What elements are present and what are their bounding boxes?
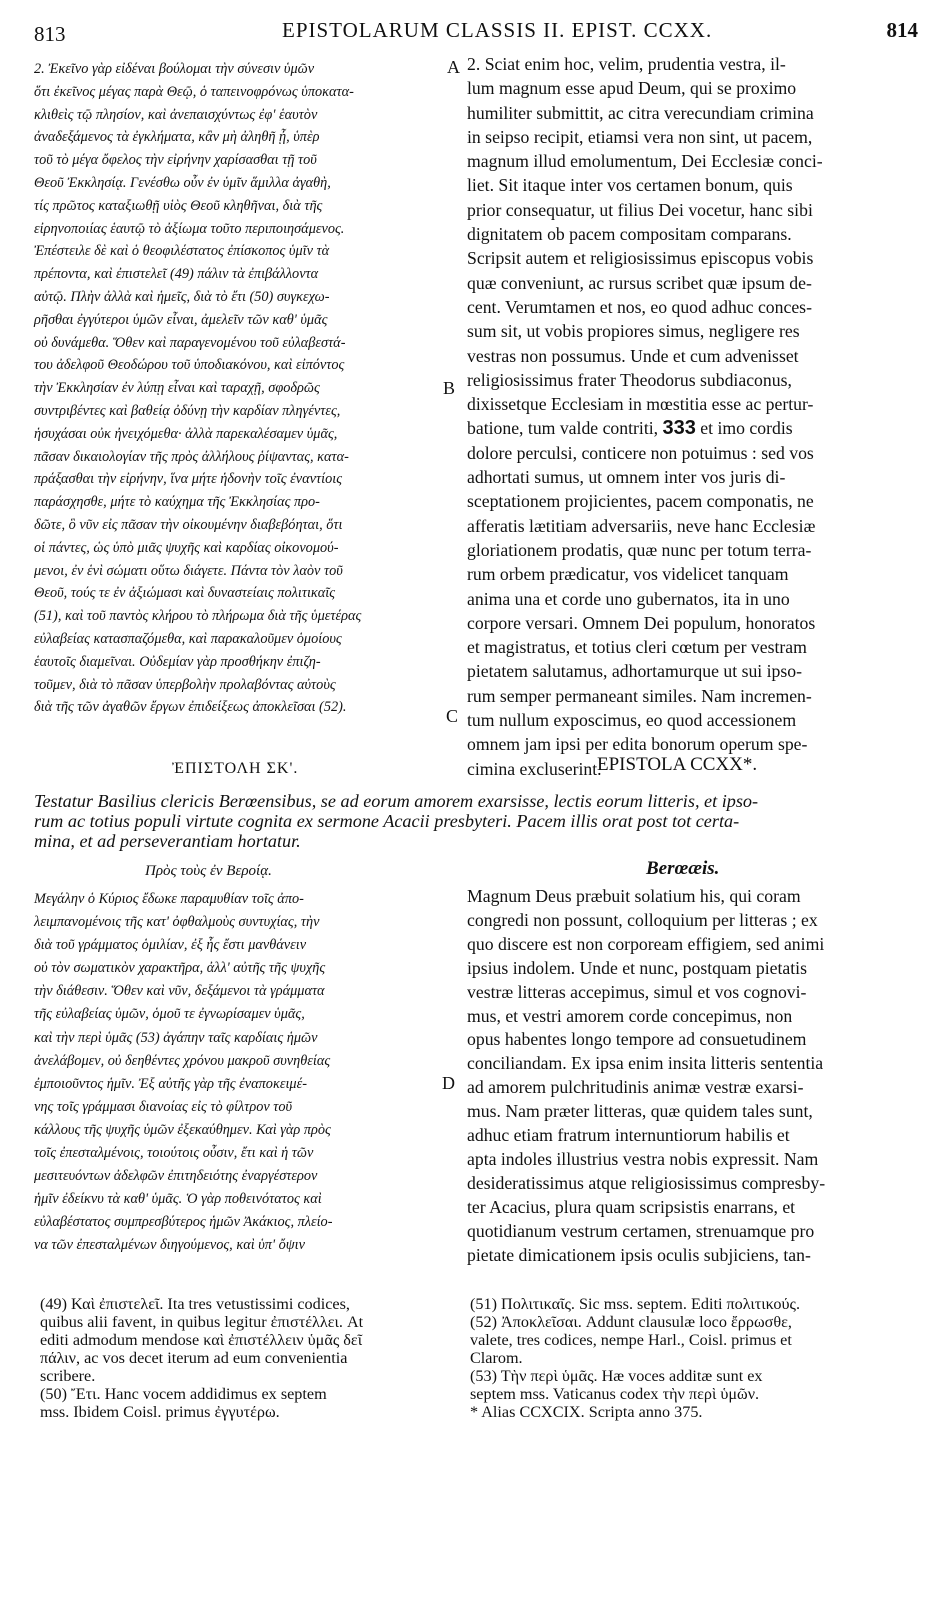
- greek-text-line: ἑαυτοῖς διαμεῖναι. Οὐδεμίαν γὰρ προσθήκην ἐπιζη-: [34, 653, 321, 670]
- footnote-line: Clarom.: [470, 1349, 523, 1367]
- latin-text-line: in seipso recipit, etiamsi vera non sint, ut pacem,: [467, 126, 813, 147]
- latin-text-line: 2. Sciat enim hoc, velim, prudentia vestra, il-: [467, 54, 786, 74]
- latin-text-line: desideratissimus atque religiosissimus compresby-: [467, 1172, 826, 1193]
- greek-text-line: ἡμῖν ἐδείκνυ τὰ καθ' ὑμᾶς. Ὁ γὰρ ποθεινότατος καὶ: [34, 1191, 322, 1208]
- footnote-line: editi admodum mendose καὶ ἐπιστέλλειν ὑμᾶς δεῖ: [40, 1331, 363, 1349]
- greek-epistle-title: ἘΠΙΣΤΟΛΗ ΣΚ'.: [172, 760, 299, 777]
- greek-text-line: Θεοῦ, τούς τε ἐν ἀξιώμασι καὶ δυναστείαις πολιτικαῖς: [34, 585, 336, 602]
- footnote-line: πάλιν, ac vos decet iterum ad eum convenientia: [40, 1349, 348, 1367]
- greek-text-line: Μεγάλην ὁ Κύριος ἔδωκε παραμυθίαν τοῖς ἀπο-: [34, 891, 304, 907]
- latin-text-line: vestras non possumus. Unde et cum advenisset: [467, 345, 799, 366]
- latin-text-line: liet. Sit itaque inter vos certamen bonum, quis: [467, 175, 793, 196]
- latin-text-line: quæ conveniunt, ac rursus scribet quæ ipsum de-: [467, 272, 812, 293]
- latin-text-line: magnum illud emolumentum, Dei Ecclesiæ conci-: [467, 151, 823, 172]
- greek-text-line: μεσιτευόντων ἀδελφῶν ἐπιτηδειότης ἐναργέστερον: [34, 1168, 318, 1185]
- latin-text-line: cent. Verumtamen et nos, eo quod adhuc conces-: [467, 296, 812, 317]
- page-number-left: 813: [34, 22, 66, 46]
- greek-text-line: δῶτε, ὃ νῦν εἰς πᾶσαν τὴν οἰκουμένην διαβεβόηται, ὅτι: [34, 516, 343, 533]
- margin-letter-d: D: [442, 1073, 455, 1093]
- greek-text-line: (51), καὶ τοῦ παντὸς κλήρου τὸ πλήρωμα διὰ τῆς ὑμετέρας: [34, 608, 362, 625]
- latin-column-lower: [467, 885, 915, 1268]
- greek-text-line: κλιθεὶς τῷ πλησίον, καὶ ἀνεπαισχύντως ἐφ' ἑαυτὸν: [34, 106, 318, 123]
- latin-text-line: anima una et corde uno gubernatos, ita in uno: [467, 588, 790, 609]
- text-run: batione, tum valde contriti,: [467, 418, 659, 439]
- greek-text-line: ἐμποιοῦντος ἡμῖν. Ἐξ αὐτῆς γὰρ τῆς ἐναποκειμέ-: [34, 1075, 307, 1092]
- greek-text-line: ρῆσθαι ἐγγύτεροι ὑμῶν εἶναι, ἀμελεῖν τῶν καθ' ὑμᾶς: [34, 311, 328, 328]
- latin-text-line: sum sit, ut vobis propiores simus, negligere res: [467, 321, 800, 342]
- latin-text-line: dolore perculsi, conticere non potuimus : sed vos: [467, 442, 814, 463]
- greek-text-line: οἱ πάντες, ὡς ὑπὸ μιᾶς ψυχῆς καὶ καρδίας οἰκονομού-: [34, 539, 339, 556]
- latin-text-line: Magnum Deus præbuit solatium his, qui coram: [467, 886, 801, 906]
- summary-line: mina, et ad perseverantiam hortatur.: [34, 831, 301, 851]
- margin-letter-a: A: [447, 57, 460, 77]
- latin-text-line: mus, et vestri amorem corde concepimus, non: [467, 1005, 793, 1026]
- greek-text-line: τὴν Ἐκκλησίαν ἐν λύπῃ εἶναι καὶ ταραχῇ, σφοδρῶς: [34, 380, 320, 397]
- footnotes-right: [470, 1295, 910, 1421]
- summary-line: rum ac totius populi virtute cognita ex sermone Acacii presbyteri. Pacem illis orat post tot certa-: [34, 811, 740, 831]
- greek-text-line: πᾶσαν δικαιολογίαν τῆς πρὸς ἀλλήλους ῥίψαντας, κατα-: [34, 448, 349, 465]
- footnote-line: mss. Ibidem Coisl. primus ἐγγυτέρω.: [40, 1403, 280, 1421]
- latin-text-line: adhortati sumus, ut omnem inter vos juris di-: [467, 467, 786, 488]
- footnotes-left: [40, 1295, 445, 1421]
- latin-text-line: [467, 416, 915, 440]
- greek-text-line: ἡσυχάσαι οὐκ ἠνειχόμεθα· ἀλλὰ παρεκαλέσαμεν ὑμᾶς,: [34, 425, 338, 442]
- latin-text-line: tum nullum exposcimus, eo quod accessionem: [467, 710, 797, 731]
- greek-text-line: οὐ δυνάμεθα. Ὅθεν καὶ παραγενομένου τοῦ εὐλαβεστά-: [34, 334, 346, 351]
- greek-text-line: του ἀδελφοῦ Θεοδώρου τοῦ ὑποδιακόνου, καὶ εἰπόντος: [34, 357, 345, 374]
- page-number-right: 814: [886, 18, 918, 42]
- latin-text-line: ad amorem pulchritudinis animæ vestræ exarsi-: [467, 1077, 804, 1098]
- greek-text-line: αὐτῷ. Πλὴν ἀλλὰ καὶ ἡμεῖς, διὰ τὸ ἔτι (50) συγκεχω-: [34, 288, 330, 305]
- latin-text-line: conciliandam. Ex ipsa enim insita litteris sententia: [467, 1053, 824, 1074]
- latin-address: Berœæis.: [646, 858, 720, 879]
- greek-text-line: εὐλαβείας κατασπαζόμεθα, καὶ παρακαλοῦμεν ὁμοίους: [34, 630, 342, 647]
- latin-text-line: dixissetque Ecclesiam in mœstitia esse ac pertur-: [467, 394, 814, 415]
- latin-text-line: omnem jam ipsi per edita bonorum operum spe-: [467, 734, 808, 755]
- latin-text-line: Scripsit autem et religiosissimus episcopus vobis: [467, 248, 814, 269]
- greek-text-line: ὅτι ἐκεῖνος μέγας παρὰ Θεῷ, ὁ ταπεινοφρόνως ὑποκατα-: [34, 83, 354, 100]
- latin-text-line: vestræ litteras accepimus, simul et vos cognovi-: [467, 981, 807, 1002]
- greek-text-line: Ἐπέστειλε δὲ καὶ ὁ θεοφιλέστατος ἐπίσκοπος ὑμῖν τὰ: [34, 243, 330, 260]
- latin-text-line: et magistratus, et totius cleri cœtum per vestram: [467, 637, 807, 658]
- latin-text-line: apta indoles illustrius vestra nobis expressit. Nam: [467, 1148, 819, 1169]
- greek-text-line: ἀναδεξάμενος τὰ ἐγκλήματα, κἂν μὴ ἀληθῆ ᾖ, ὑπὲρ: [34, 129, 320, 146]
- greek-text-line: εὐλαβέστατος συμπρεσβύτερος ἡμῶν Ἀκάκιος, πλείο-: [34, 1214, 333, 1231]
- greek-text-line: μενοι, ἐν ἑνὶ σώματι οὕτω διάγετε. Πάντα τὸν λαὸν τοῦ: [34, 562, 343, 579]
- latin-text-line: gloriationem prodatis, quæ nunc per totum terra-: [467, 539, 812, 560]
- greek-text-line: καὶ τὴν περὶ ὑμᾶς (53) ἀγάπην ταῖς καρδίαις ἡμῶν: [34, 1029, 318, 1046]
- latin-text-line: quo discere est non corpoream effigiem, sed animi: [467, 933, 825, 954]
- greek-text-line: πράξασθαι τὴν εἰρήνην, ἵνα μήτε ἡδονὴν τοῖς ἐναντίοις: [34, 471, 342, 488]
- footnote-line: scribere.: [40, 1367, 96, 1385]
- latin-text-line: rum orbem prædicatur, vos videlicet tanquam: [467, 564, 789, 585]
- latin-text-line: lum magnum esse apud Deum, qui se proximo: [467, 78, 797, 99]
- latin-text-line: ipsius indolem. Unde et nunc, postquam pietatis: [467, 957, 807, 978]
- latin-text-line: dignitatem ob pacem compositam comparans.: [467, 224, 792, 245]
- greek-text-line: να τῶν ἐπεσταλμένων διηγούμενος, καὶ ὑπ' ὄψιν: [34, 1237, 305, 1254]
- greek-text-line: διὰ τοῦ γράμματος ὁμιλίαν, ἐξ ἧς ἔστι μανθάνειν: [34, 937, 307, 954]
- greek-text-line: τίς πρῶτος καταξιωθῇ υἱὸς Θεοῦ κληθῆναι, διὰ τῆς: [34, 197, 323, 214]
- latin-text-line: adhuc etiam fratrum internuntiorum habilis et: [467, 1125, 790, 1146]
- footnote-line: (50) Ἔτι. Hanc vocem addidimus ex septem: [40, 1385, 327, 1403]
- greek-text-line: τῆς εὐλαβείας ὑμῶν, ὁμοῦ τε ἐγνωρίσαμεν ὑμᾶς,: [34, 1006, 305, 1023]
- greek-text-line: λειμπανομένοις τῆς κατ' ὀφθαλμοὺς συντυχίας, τὴν: [34, 914, 320, 931]
- running-title: EPISTOLARUM CLASSIS II. EPIST. CCXX.: [282, 18, 713, 42]
- latin-text-line: prior consequatur, ut filius Dei vocetur, hanc sibi: [467, 199, 813, 220]
- greek-text-line: τοῖς ἐπεσταλμένοις, τοιούτοις οὖσιν, ἔτι καὶ ἡ τῶν: [34, 1145, 314, 1162]
- greek-text-line: τοῦμεν, διὰ τὸ πᾶσαν ὑπερβολὴν προλαβόντας αὐτοὺς: [34, 676, 336, 693]
- latin-text-line: ter Acacius, plura quam scripsistis enarrans, et: [467, 1196, 796, 1217]
- greek-text-line: ἀνελάβομεν, οὐ δεηθέντες χρόνου μακροῦ συνηθείας: [34, 1052, 331, 1069]
- latin-text-line: sceptationem projicientes, pacem componatis, ne: [467, 491, 814, 512]
- latin-text-line: congredi non possunt, colloquium per litteras ; ex: [467, 909, 818, 930]
- greek-text-line: τὴν διάθεσιν. Ὅθεν καὶ νῦν, δεξάμενοι τὰ γράμματα: [34, 983, 325, 1000]
- greek-text-line: οὐ τὸν σωματικὸν χαρακτῆρα, ἀλλ' αὐτῆς τῆς ψυχῆς: [34, 960, 326, 977]
- footnote-line: valete, tres codices, nempe Harl., Coisl. primus et: [470, 1331, 792, 1349]
- footnote-line: * Alias CCXCIX. Scripta anno 375.: [470, 1403, 703, 1421]
- column-number: 333: [662, 417, 696, 440]
- latin-text-line: rum semper permaneant similes. Nam incremen-: [467, 685, 812, 706]
- footnote-line: (53) Τὴν περὶ ὑμᾶς. Hæ voces additæ sunt ex: [470, 1367, 763, 1385]
- footnote-line: (51) Πολιτικαῖς. Sic mss. septem. Editi πολιτικούς.: [470, 1295, 801, 1313]
- latin-text-line: pietatem salutamus, adhortamurque ut sui ipso-: [467, 661, 803, 682]
- latin-text-line: pietate dimicationem ipsis oculis subjiciens, tan-: [467, 1244, 811, 1265]
- latin-text-line: religiosissimus frater Theodorus subdiaconus,: [467, 369, 792, 390]
- greek-text-line: συντριβέντες καὶ βαθείᾳ ὀδύνῃ τὴν καρδίαν πληγέντες,: [34, 402, 341, 419]
- greek-text-line: διὰ τῆς τῶν ἀγαθῶν ἔργων ἐπιδείξεως ἀποκλεῖσαι (52).: [34, 699, 347, 716]
- greek-text-line: κάλλους τῆς ψυχῆς ὑμῶν ἐξεκαύθημεν. Καὶ γὰρ πρὸς: [34, 1121, 331, 1138]
- epistle-summary: [34, 791, 912, 851]
- latin-text-line: quotidianum vestrum certamen, strenuamque pro: [467, 1220, 815, 1241]
- running-header: [0, 14, 940, 44]
- greek-text-line: νης τοῖς γράμμασι διανοίας εἰς τὸ φίλτρον τοῦ: [34, 1098, 293, 1115]
- footnote-line: (49) Καὶ ἐπιστελεῖ. Ita tres vetustissimi codices,: [40, 1295, 350, 1313]
- greek-text-line: παράσχησθε, μήτε τὸ καύχημα τῆς Ἐκκλησίας προ-: [34, 494, 320, 511]
- greek-text-line: 2. Ἐκεῖνο γὰρ εἰδέναι βούλομαι τὴν σύνεσιν ὑμῶν: [34, 61, 315, 77]
- greek-address: Πρὸς τοὺς ἐν Βεροίᾳ.: [145, 863, 272, 879]
- latin-text-line: afferatis lætitiam adversariis, neve hanc Ecclesiæ: [467, 515, 816, 536]
- summary-line: Testatur Basilius clericis Berœensibus, se ad eorum amorem exarsisse, lectis eorum litteris, et ipso-: [34, 791, 759, 811]
- latin-text-line: mus. Nam præter litteras, quæ quidem tales sunt,: [467, 1101, 813, 1122]
- greek-text-line: εἰρηνοποιίας ἑαυτῷ τὸ ἀξίωμα τοῦτο περιποιησάμενος.: [34, 220, 345, 237]
- latin-text-line: cimina excluserint.: [467, 758, 602, 779]
- greek-column-upper: [34, 58, 446, 719]
- footnote-line: quibus alii favent, in quibus legitur ἐπιστέλλει. At: [40, 1313, 364, 1331]
- greek-text-line: πρέποντα, καὶ ἐπιστελεῖ (49) πάλιν τὰ ἐπιβάλλοντα: [34, 266, 319, 283]
- text-run: et imo cordis: [700, 418, 793, 439]
- latin-text-line: opus habentes longo tempore ad consuetudinem: [467, 1029, 807, 1050]
- greek-column-lower: [34, 888, 446, 1258]
- footnote-line: (52) Ἀποκλεῖσαι. Addunt clausulæ loco ἔρρωσθε,: [470, 1313, 792, 1331]
- latin-column-upper: [467, 52, 915, 781]
- margin-letter-b: B: [443, 378, 456, 398]
- latin-epistle-title: EPISTOLA CCXX*.: [597, 754, 758, 775]
- greek-text-line: τοῦ τὸ μέγα ὄφελος τὴν εἰρήνην χαρίσασθαι τῇ τοῦ: [34, 152, 317, 169]
- latin-text-line: corpore versari. Omnem Dei populum, honoratos: [467, 612, 816, 633]
- latin-text-line: humiliter submittit, ac citra verecundiam crimina: [467, 102, 814, 123]
- margin-letter-c: C: [446, 706, 459, 726]
- greek-text-line: Θεοῦ Ἐκκλησίᾳ. Γενέσθω οὖν ἐν ὑμῖν ἅμιλλα ἀγαθὴ,: [34, 174, 331, 191]
- footnote-line: septem mss. Vaticanus codex τὴν περὶ ὑμῶν.: [470, 1385, 760, 1403]
